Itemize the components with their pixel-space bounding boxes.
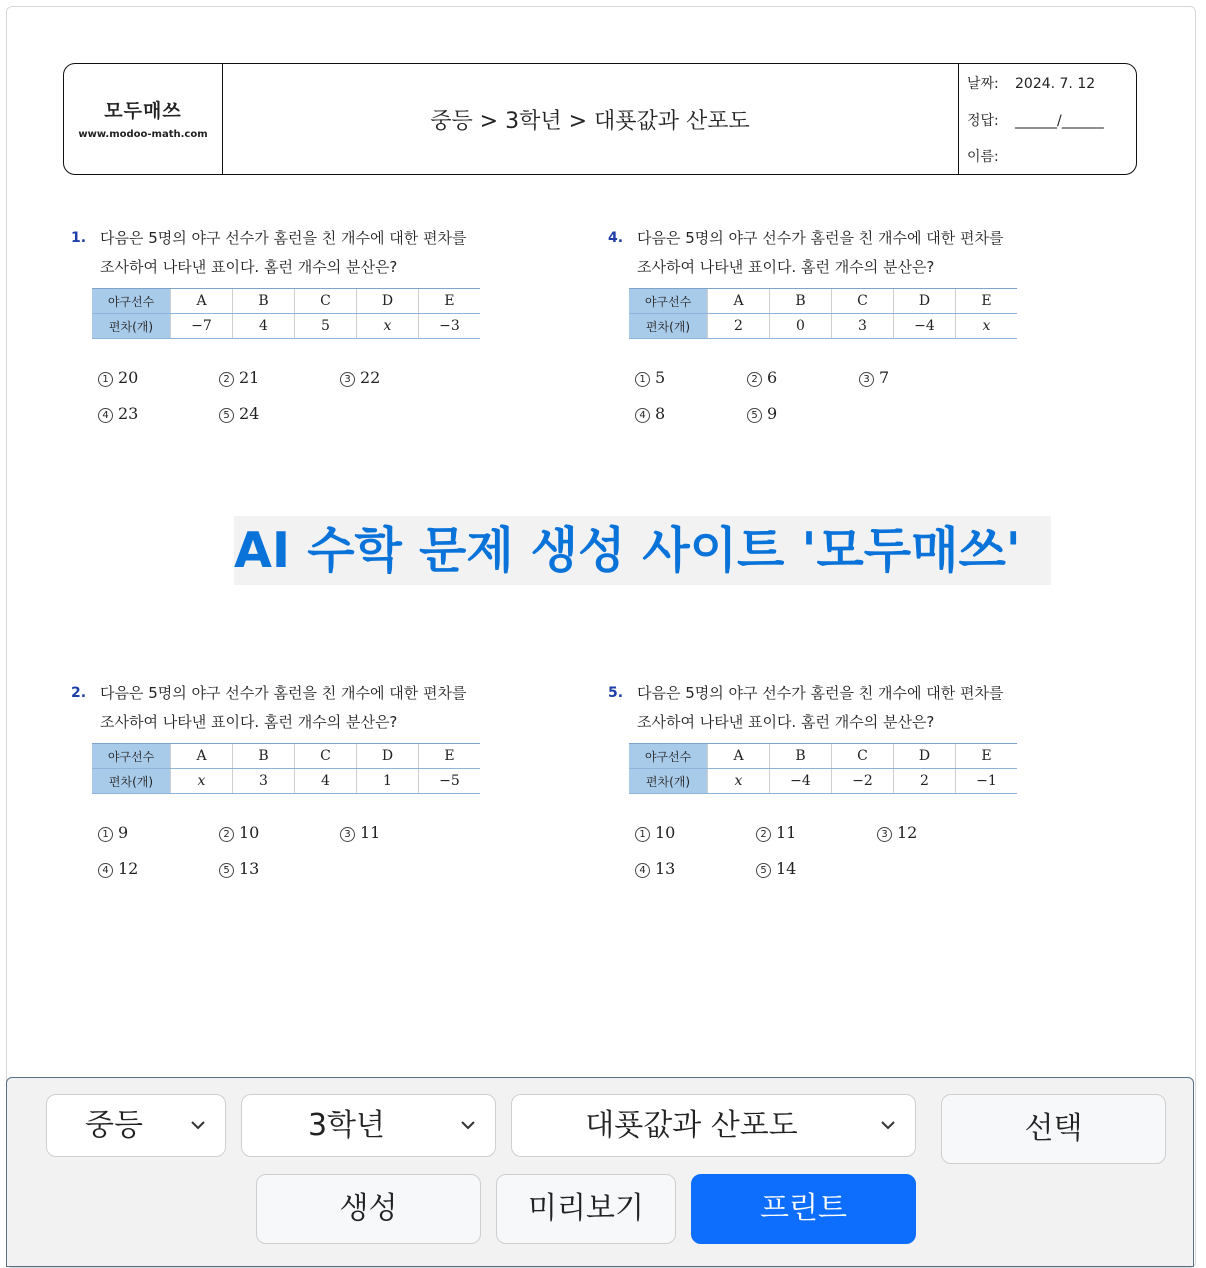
choice-value: 9: [118, 823, 129, 842]
player-cell: B: [233, 744, 295, 769]
deviation-table: [629, 288, 1017, 339]
choice-value: 9: [767, 404, 778, 423]
question-line: 다음은 5명의 야구 선수가 홈런을 친 개수에 대한 편차를: [100, 684, 467, 702]
answer-choice[interactable]: [219, 859, 259, 878]
choice-marker: 5: [219, 408, 234, 423]
table-header-cell: 야구선수: [629, 744, 708, 769]
answer-choice[interactable]: [219, 404, 259, 423]
player-cell: C: [295, 289, 357, 314]
table-row-label: 편차(개): [92, 769, 171, 794]
select-button[interactable]: 선택: [941, 1094, 1166, 1164]
table-row-label: 편차(개): [629, 314, 708, 339]
player-cell: D: [357, 744, 419, 769]
player-cell: C: [832, 289, 894, 314]
deviation-cell: −4: [770, 769, 832, 794]
player-cell: E: [419, 744, 481, 769]
control-panel: [6, 1077, 1194, 1267]
level-select[interactable]: [46, 1094, 226, 1157]
choice-value: 11: [360, 823, 381, 842]
player-cell: C: [295, 744, 357, 769]
problem-number: 1.: [71, 230, 87, 246]
choice-marker: 3: [340, 827, 355, 842]
deviation-cell: 1: [357, 769, 419, 794]
chevron-down-icon: [189, 1116, 207, 1134]
deviation-cell: x: [171, 769, 233, 794]
deviation-cell: −7: [171, 314, 233, 339]
player-cell: B: [770, 289, 832, 314]
chevron-down-icon: [459, 1116, 477, 1134]
question-text: [100, 224, 520, 282]
player-cell: D: [894, 744, 956, 769]
answer-label: 정답:: [967, 113, 999, 129]
player-cell: B: [770, 744, 832, 769]
worksheet-path: 중등 > 3학년 > 대푯값과 산포도: [430, 109, 750, 134]
question-line: 조사하여 나타낸 표이다. 홈런 개수의 분산은?: [637, 713, 935, 731]
deviation-cell: 3: [832, 314, 894, 339]
choice-value: 14: [776, 859, 797, 878]
deviation-table: [92, 743, 480, 794]
deviation-cell: 2: [894, 769, 956, 794]
choice-marker: 4: [98, 408, 113, 423]
answer-choice[interactable]: [219, 823, 259, 842]
table-header-cell: 야구선수: [629, 289, 708, 314]
choice-marker: 4: [635, 863, 650, 878]
question-line: 다음은 5명의 야구 선수가 홈런을 친 개수에 대한 편차를: [637, 684, 1004, 702]
deviation-cell: 2: [708, 314, 770, 339]
choice-marker: 1: [635, 827, 650, 842]
answer-choice[interactable]: [747, 404, 777, 423]
player-cell: E: [956, 289, 1018, 314]
name-label: 이름:: [967, 149, 999, 165]
deviation-cell: x: [708, 769, 770, 794]
deviation-cell: x: [956, 314, 1018, 339]
answer-row: [967, 110, 1104, 130]
deviation-cell: −1: [956, 769, 1018, 794]
deviation-cell: −2: [832, 769, 894, 794]
answer-choice[interactable]: [859, 368, 889, 387]
table-header-cell: 야구선수: [92, 744, 171, 769]
grade-select[interactable]: [241, 1094, 496, 1157]
choice-marker: 4: [635, 408, 650, 423]
question-text: [637, 224, 1057, 282]
answer-choice[interactable]: [877, 823, 917, 842]
problem-number: 4.: [608, 230, 624, 246]
choice-value: 23: [118, 404, 139, 423]
answer-choice[interactable]: [98, 823, 128, 842]
choice-value: 10: [655, 823, 676, 842]
player-cell: D: [357, 289, 419, 314]
question-line: 조사하여 나타낸 표이다. 홈런 개수의 분산은?: [100, 713, 398, 731]
choice-marker: 2: [219, 372, 234, 387]
deviation-cell: 5: [295, 314, 357, 339]
answer-choice[interactable]: [756, 859, 796, 878]
answer-choice[interactable]: [340, 823, 380, 842]
choice-value: 7: [879, 368, 890, 387]
choice-value: 13: [655, 859, 676, 878]
unit-select-value: 대푯값과 산포도: [585, 1108, 798, 1143]
choice-value: 12: [897, 823, 918, 842]
preview-button[interactable]: 미리보기: [496, 1174, 676, 1244]
choice-marker: 1: [98, 827, 113, 842]
player-cell: A: [171, 744, 233, 769]
question-line: 조사하여 나타낸 표이다. 홈런 개수의 분산은?: [100, 258, 398, 276]
player-cell: A: [708, 744, 770, 769]
deviation-table: [629, 743, 1017, 794]
choice-marker: 3: [340, 372, 355, 387]
choice-marker: 1: [98, 372, 113, 387]
logo: [64, 64, 223, 174]
choice-marker: 3: [877, 827, 892, 842]
generate-button[interactable]: 생성: [256, 1174, 481, 1244]
choice-value: 20: [118, 368, 139, 387]
answer-choice[interactable]: [747, 368, 777, 387]
deviation-cell: −5: [419, 769, 481, 794]
choice-value: 13: [239, 859, 260, 878]
print-button[interactable]: 프린트: [691, 1174, 916, 1244]
answer-choice[interactable]: [635, 368, 665, 387]
deviation-cell: 0: [770, 314, 832, 339]
answer-choice[interactable]: [98, 859, 138, 878]
choice-marker: 2: [747, 372, 762, 387]
promo-banner: AI 수학 문제 생성 사이트 '모두매쓰': [234, 516, 1051, 585]
table-row-label: 편차(개): [629, 769, 708, 794]
info-cell: [959, 64, 1137, 174]
choice-value: 24: [239, 404, 260, 423]
choice-value: 10: [239, 823, 260, 842]
table-header-cell: 야구선수: [92, 289, 171, 314]
deviation-cell: 3: [233, 769, 295, 794]
choice-marker: 2: [756, 827, 771, 842]
deviation-cell: x: [357, 314, 419, 339]
player-cell: A: [708, 289, 770, 314]
player-cell: D: [894, 289, 956, 314]
choice-marker: 1: [635, 372, 650, 387]
deviation-cell: −3: [419, 314, 481, 339]
answer-choice[interactable]: [635, 823, 675, 842]
question-text: [100, 679, 520, 737]
deviation-cell: −4: [894, 314, 956, 339]
player-cell: E: [956, 744, 1018, 769]
choice-marker: 5: [219, 863, 234, 878]
date-row: [967, 73, 1095, 93]
logo-url: www.modoo-math.com: [78, 129, 208, 140]
choice-value: 11: [776, 823, 797, 842]
choice-value: 21: [239, 368, 260, 387]
deviation-cell: 4: [295, 769, 357, 794]
answer-choice[interactable]: [340, 368, 380, 387]
question-line: 다음은 5명의 야구 선수가 홈런을 친 개수에 대한 편차를: [637, 229, 1004, 247]
logo-name: 모두매쓰: [104, 100, 182, 122]
choice-marker: 4: [98, 863, 113, 878]
choice-value: 12: [118, 859, 139, 878]
player-cell: C: [832, 744, 894, 769]
choice-value: 8: [655, 404, 666, 423]
answer-choice[interactable]: [98, 404, 138, 423]
date-label: 날짜:: [967, 76, 999, 92]
deviation-cell: 4: [233, 314, 295, 339]
question-line: 다음은 5명의 야구 선수가 홈런을 친 개수에 대한 편차를: [100, 229, 467, 247]
unit-select[interactable]: [511, 1094, 916, 1157]
choice-value: 5: [655, 368, 666, 387]
title-cell: [222, 64, 959, 174]
problem-number: 2.: [71, 685, 87, 701]
answer-choice[interactable]: [98, 368, 138, 387]
answer-choice[interactable]: [635, 404, 665, 423]
answer-value: ______/______: [1015, 113, 1104, 129]
date-value: 2024. 7. 12: [1015, 76, 1096, 92]
question-text: [637, 679, 1057, 737]
name-row: [967, 146, 1015, 166]
player-cell: B: [233, 289, 295, 314]
choice-value: 6: [767, 368, 778, 387]
player-cell: A: [171, 289, 233, 314]
answer-choice[interactable]: [635, 859, 675, 878]
grade-select-value: 3학년: [307, 1108, 386, 1143]
answer-choice[interactable]: [756, 823, 796, 842]
level-select-value: 중등: [85, 1108, 143, 1143]
player-cell: E: [419, 289, 481, 314]
chevron-down-icon: [879, 1116, 897, 1134]
question-line: 조사하여 나타낸 표이다. 홈런 개수의 분산은?: [637, 258, 935, 276]
choice-value: 22: [360, 368, 381, 387]
deviation-table: [92, 288, 480, 339]
choice-marker: 5: [756, 863, 771, 878]
problem-number: 5.: [608, 685, 624, 701]
answer-choice[interactable]: [219, 368, 259, 387]
choice-marker: 3: [859, 372, 874, 387]
choice-marker: 5: [747, 408, 762, 423]
worksheet-header: [63, 63, 1137, 175]
table-row-label: 편차(개): [92, 314, 171, 339]
choice-marker: 2: [219, 827, 234, 842]
